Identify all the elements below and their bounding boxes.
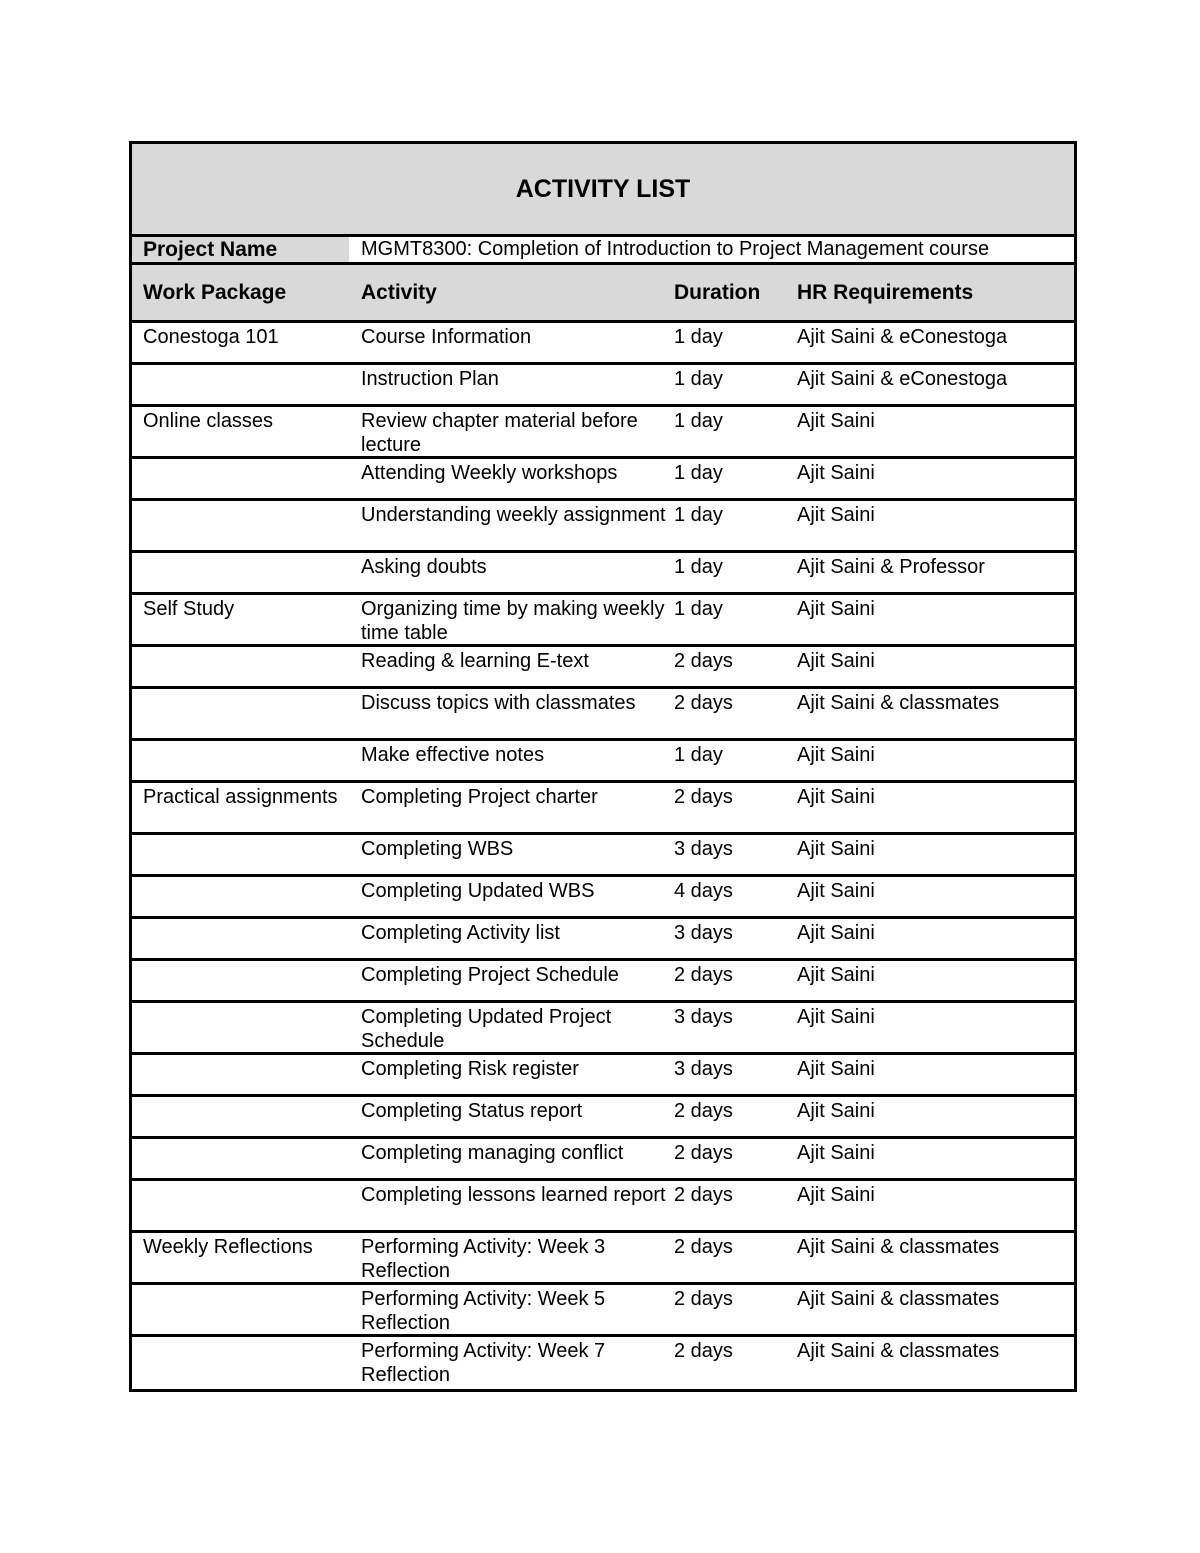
duration-cell: 2 days bbox=[674, 1236, 733, 1258]
table-row bbox=[132, 553, 1074, 595]
activity-cell: Completing Project Schedule bbox=[361, 964, 619, 986]
activity-cell: Make effective notes bbox=[361, 744, 545, 766]
table-row bbox=[132, 1285, 1074, 1337]
hr-requirements-cell: Ajit Saini & classmates bbox=[797, 1236, 1000, 1258]
header-work-package: Work Package bbox=[143, 280, 287, 304]
activity-cell: Completing WBS bbox=[361, 838, 514, 860]
hr-requirements-cell: Ajit Saini bbox=[797, 880, 875, 902]
hr-requirements-cell: Ajit Saini & classmates bbox=[797, 1340, 1000, 1362]
hr-requirements-cell: Ajit Saini bbox=[797, 1100, 875, 1122]
work-package-cell bbox=[132, 1287, 361, 1334]
work-package-cell bbox=[132, 555, 361, 592]
hr-requirements-cell: Ajit Saini bbox=[797, 922, 875, 944]
table-row bbox=[132, 877, 1074, 919]
hr-requirements-cell: Ajit Saini bbox=[797, 504, 875, 526]
table-row bbox=[132, 1055, 1074, 1097]
table-row bbox=[132, 647, 1074, 689]
duration-cell: 1 day bbox=[674, 368, 723, 390]
duration-cell: 3 days bbox=[674, 1006, 733, 1028]
work-package-cell bbox=[132, 837, 361, 874]
activity-cell: Performing Activity: Week 5 Reflection bbox=[361, 1288, 606, 1334]
table-row bbox=[132, 961, 1074, 1003]
table-row bbox=[132, 919, 1074, 961]
duration-cell: 1 day bbox=[674, 598, 723, 620]
duration-cell: 2 days bbox=[674, 692, 733, 714]
table-title: ACTIVITY LIST bbox=[515, 174, 691, 203]
activity-cell: Completing Updated Project Schedule bbox=[361, 1006, 612, 1052]
work-package-cell bbox=[132, 1183, 361, 1230]
activity-cell: Completing Activity list bbox=[361, 922, 560, 944]
duration-cell: 4 days bbox=[674, 880, 733, 902]
table-row bbox=[132, 835, 1074, 877]
hr-requirements-cell: Ajit Saini bbox=[797, 1006, 875, 1028]
duration-cell: 3 days bbox=[674, 1058, 733, 1080]
table-row bbox=[132, 1003, 1074, 1055]
hr-requirements-cell: Ajit Saini & classmates bbox=[797, 1288, 1000, 1310]
project-name-row bbox=[132, 237, 1074, 265]
duration-cell: 2 days bbox=[674, 1184, 733, 1206]
work-package-cell bbox=[132, 1141, 361, 1178]
activity-cell: Performing Activity: Week 7 Reflection bbox=[361, 1340, 606, 1386]
work-package-cell bbox=[132, 503, 361, 550]
activity-cell: Understanding weekly assignment bbox=[361, 504, 666, 526]
table-row bbox=[132, 1337, 1074, 1389]
work-package-cell bbox=[132, 963, 361, 1000]
activity-cell: Performing Activity: Week 3 Reflection bbox=[361, 1236, 606, 1282]
duration-cell: 1 day bbox=[674, 462, 723, 484]
hr-requirements-cell: Ajit Saini bbox=[797, 744, 875, 766]
work-package-cell bbox=[132, 1099, 361, 1136]
hr-requirements-cell: Ajit Saini & classmates bbox=[797, 692, 1000, 714]
project-name-label: Project Name bbox=[132, 237, 349, 262]
activity-list-table bbox=[129, 141, 1077, 1392]
activity-cell: Completing Risk register bbox=[361, 1058, 579, 1080]
table-row bbox=[132, 365, 1074, 407]
activity-cell: Attending Weekly workshops bbox=[361, 462, 618, 484]
hr-requirements-cell: Ajit Saini bbox=[797, 650, 875, 672]
hr-requirements-cell: Ajit Saini bbox=[797, 462, 875, 484]
work-package-cell: Weekly Reflections bbox=[143, 1236, 313, 1258]
hr-requirements-cell: Ajit Saini bbox=[797, 1142, 875, 1164]
activity-cell: Completing Project charter bbox=[361, 786, 598, 808]
activity-cell: Asking doubts bbox=[361, 556, 487, 578]
hr-requirements-cell: Ajit Saini bbox=[797, 838, 875, 860]
activity-cell: Organizing time by making weekly time table bbox=[361, 598, 665, 644]
work-package-cell bbox=[132, 1005, 361, 1052]
table-row bbox=[132, 501, 1074, 553]
table-row bbox=[132, 741, 1074, 783]
table-body bbox=[132, 323, 1074, 1389]
activity-cell: Reading & learning E-text bbox=[361, 650, 589, 672]
activity-cell: Discuss topics with classmates bbox=[361, 692, 636, 714]
header-duration: Duration bbox=[674, 280, 761, 304]
hr-requirements-cell: Ajit Saini bbox=[797, 598, 875, 620]
work-package-cell bbox=[132, 367, 361, 404]
header-hr-requirements: HR Requirements bbox=[797, 280, 974, 304]
activity-cell: Completing lessons learned report bbox=[361, 1184, 666, 1206]
duration-cell: 2 days bbox=[674, 1340, 733, 1362]
activity-cell: Completing Updated WBS bbox=[361, 880, 595, 902]
hr-requirements-cell: Ajit Saini & Professor bbox=[797, 556, 985, 578]
duration-cell: 1 day bbox=[674, 744, 723, 766]
hr-requirements-cell: Ajit Saini & eConestoga bbox=[797, 368, 1008, 390]
work-package-cell: Conestoga 101 bbox=[143, 326, 279, 348]
table-row bbox=[132, 1139, 1074, 1181]
duration-cell: 2 days bbox=[674, 786, 733, 808]
hr-requirements-cell: Ajit Saini bbox=[797, 1058, 875, 1080]
hr-requirements-cell: Ajit Saini bbox=[797, 964, 875, 986]
duration-cell: 2 days bbox=[674, 1100, 733, 1122]
table-row bbox=[132, 689, 1074, 741]
project-name-value: MGMT8300: Completion of Introduction to Project Management course bbox=[361, 238, 990, 260]
activity-cell: Course Information bbox=[361, 326, 532, 348]
work-package-cell bbox=[132, 461, 361, 498]
work-package-cell bbox=[132, 1339, 361, 1389]
table-row bbox=[132, 459, 1074, 501]
work-package-cell: Online classes bbox=[143, 410, 274, 432]
duration-cell: 2 days bbox=[674, 1142, 733, 1164]
work-package-cell bbox=[132, 1057, 361, 1094]
hr-requirements-cell: Ajit Saini bbox=[797, 786, 875, 808]
duration-cell: 1 day bbox=[674, 504, 723, 526]
duration-cell: 2 days bbox=[674, 1288, 733, 1310]
table-row bbox=[132, 1233, 1074, 1285]
hr-requirements-cell: Ajit Saini bbox=[797, 410, 875, 432]
duration-cell: 2 days bbox=[674, 964, 733, 986]
hr-requirements-cell: Ajit Saini & eConestoga bbox=[797, 326, 1008, 348]
table-row bbox=[132, 1181, 1074, 1233]
work-package-cell bbox=[132, 743, 361, 780]
table-row bbox=[132, 323, 1074, 365]
column-header-row bbox=[132, 265, 1074, 323]
title-row bbox=[132, 144, 1074, 237]
duration-cell: 1 day bbox=[674, 326, 723, 348]
activity-cell: Completing managing conflict bbox=[361, 1142, 624, 1164]
table-row bbox=[132, 595, 1074, 647]
activity-cell: Instruction Plan bbox=[361, 368, 499, 390]
work-package-cell: Practical assignments bbox=[143, 786, 338, 808]
table-row bbox=[132, 407, 1074, 459]
duration-cell: 3 days bbox=[674, 922, 733, 944]
work-package-cell bbox=[132, 691, 361, 738]
work-package-cell: Self Study bbox=[143, 598, 235, 620]
table-row bbox=[132, 783, 1074, 835]
work-package-cell bbox=[132, 921, 361, 958]
work-package-cell bbox=[132, 649, 361, 686]
table-row bbox=[132, 1097, 1074, 1139]
duration-cell: 2 days bbox=[674, 650, 733, 672]
duration-cell: 1 day bbox=[674, 410, 723, 432]
header-activity: Activity bbox=[361, 280, 437, 304]
activity-cell: Completing Status report bbox=[361, 1100, 583, 1122]
duration-cell: 1 day bbox=[674, 556, 723, 578]
work-package-cell bbox=[132, 879, 361, 916]
hr-requirements-cell: Ajit Saini bbox=[797, 1184, 875, 1206]
activity-cell: Review chapter material before lecture bbox=[361, 410, 638, 456]
duration-cell: 3 days bbox=[674, 838, 733, 860]
